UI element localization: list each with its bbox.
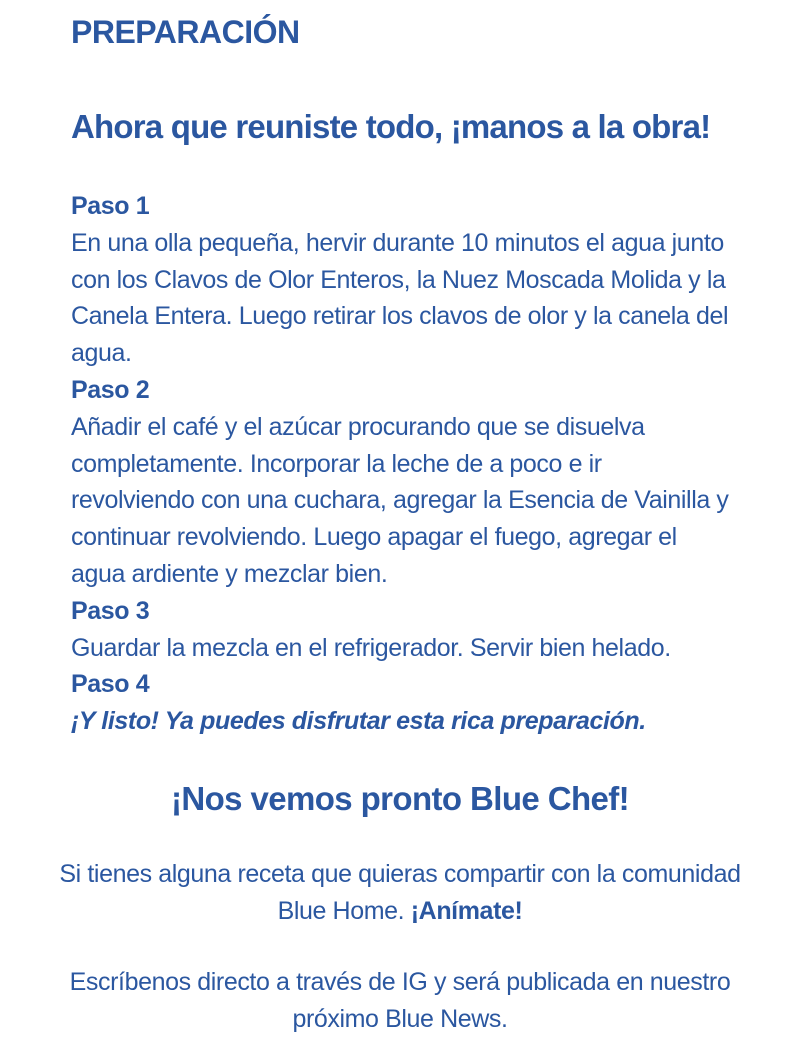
invite-text: Si tienes alguna receta que quieras compartir con la comunidad Blue Home.	[59, 860, 741, 925]
step-title: Paso 2	[71, 375, 150, 404]
steps-list	[71, 188, 731, 740]
invite-cta: ¡Anímate!	[410, 896, 523, 925]
step-text: Añadir el café y el azúcar procurando que se disuelva completamente. Incorporar la leche de a poco e ir revolviendo con una cuchara, agregar la Esencia de Vainilla y continuar revolviendo. Luego apagar el fuego, agregar el agua ardiente y mezclar bien.	[71, 412, 729, 588]
step-3	[71, 593, 731, 667]
step-text: Guardar la mezcla en el refrigerador. Servir bien helado.	[71, 633, 671, 662]
step-title: Paso 3	[71, 596, 150, 625]
step-text: En una olla pequeña, hervir durante 10 minutos el agua junto con los Clavos de Olor Enteros, la Nuez Moscada Molida y la Canela Entera. Luego retirar los clavos de olor y la canela del agua.	[71, 228, 729, 368]
step-4	[71, 666, 731, 740]
section-title: PREPARACIÓN	[71, 14, 300, 50]
lead-heading: Ahora que reuniste todo, ¡manos a la obra!	[71, 108, 711, 145]
contact-paragraph: Escríbenos directo a través de IG y será publicada en nuestro próximo Blue News.	[69, 968, 731, 1033]
step-2	[71, 372, 731, 593]
invite-paragraph	[40, 856, 760, 930]
step-title: Paso 1	[71, 192, 150, 220]
step-1	[71, 188, 731, 372]
farewell-heading: ¡Nos vemos pronto Blue Chef!	[170, 780, 630, 817]
step-title: Paso 4	[71, 670, 150, 699]
step-text-closing: ¡Y listo! Ya puedes disfrutar esta rica preparación.	[71, 707, 646, 736]
